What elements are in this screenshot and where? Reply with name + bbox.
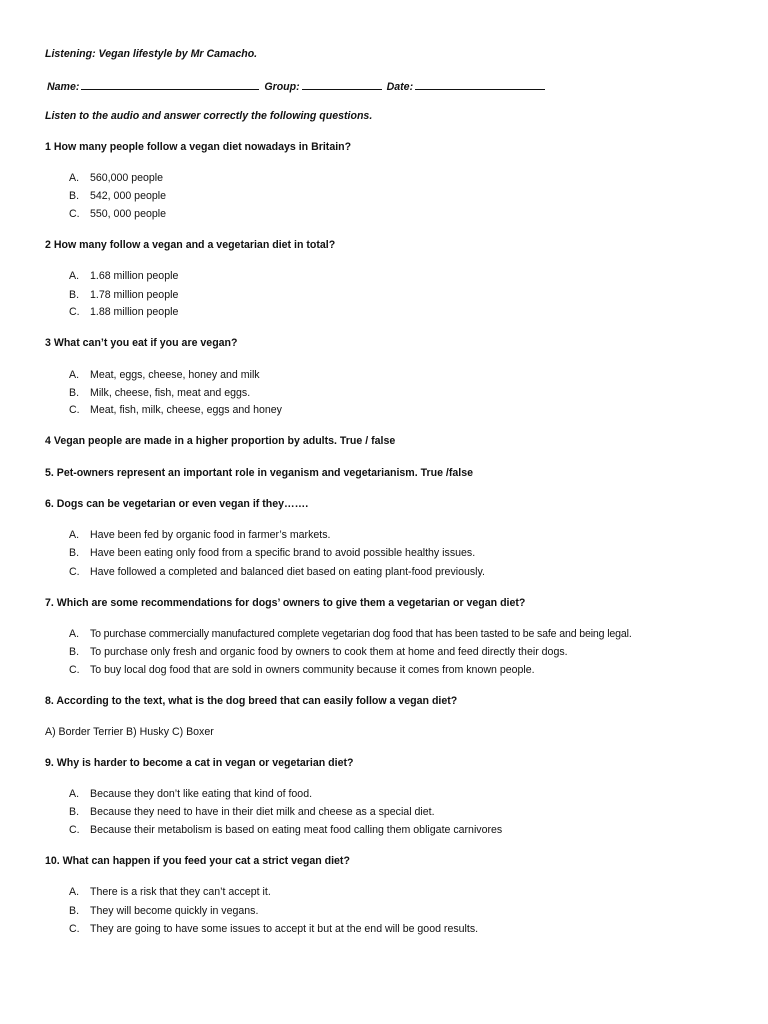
option-letter: C.: [69, 208, 80, 220]
option-letter: A.: [69, 529, 80, 541]
option-letter: B.: [69, 547, 80, 559]
option-letter: A.: [69, 628, 80, 640]
option-letter: B.: [69, 806, 80, 818]
option-letter: B.: [69, 905, 80, 917]
question-4: 4 Vegan people are made in a higher proportion by adults. True / false: [45, 435, 396, 447]
option-text: To buy local dog food that are sold in owners community because it comes from known people.: [90, 664, 535, 676]
option-text: Meat, fish, milk, cheese, eggs and honey: [90, 404, 282, 416]
question-1: 1 How many people follow a vegan diet nowadays in Britain?: [45, 141, 352, 153]
option-text: To purchase only fresh and organic food by owners to cook them at home and feed directly their dogs.: [90, 646, 568, 658]
option-letter: C.: [69, 824, 80, 836]
option-letter: B.: [69, 646, 80, 658]
student-info-line: [47, 79, 547, 93]
option-text: There is a risk that they can’t accept it.: [90, 886, 271, 898]
option-letter: C.: [69, 566, 80, 578]
question-2: 2 How many follow a vegan and a vegetarian diet in total?: [45, 239, 336, 251]
option-text: Have been eating only food from a specific brand to avoid possible healthy issues.: [90, 547, 476, 559]
option-text: Because they need to have in their diet milk and cheese as a special diet.: [90, 806, 435, 818]
option-letter: C.: [69, 664, 80, 676]
option-letter: C.: [69, 306, 80, 318]
option-text: 1.68 million people: [90, 270, 179, 282]
option-letter: C.: [69, 923, 80, 935]
option-letter: A.: [69, 270, 80, 282]
option-letter: A.: [69, 886, 80, 898]
inline-options-8: A) Border Terrier B) Husky C) Boxer: [45, 726, 214, 738]
option-text: Because they don’t like eating that kind of food.: [90, 788, 313, 800]
option-text: 550, 000 people: [90, 208, 166, 220]
instructions: Listen to the audio and answer correctly the following questions.: [45, 110, 373, 122]
option-letter: A.: [69, 369, 80, 381]
option-letter: A.: [69, 788, 80, 800]
option-text: Have been fed by organic food in farmer’s markets.: [90, 529, 331, 541]
question-10: 10. What can happen if you feed your cat a strict vegan diet?: [45, 855, 350, 867]
worksheet-title: Listening: Vegan lifestyle by Mr Camacho.: [45, 48, 258, 60]
option-letter: B.: [69, 190, 80, 202]
option-letter: B.: [69, 289, 80, 301]
question-7: 7. Which are some recommendations for dogs’ owners to give them a vegetarian or vegan diet?: [45, 597, 526, 609]
group-label: Group:: [264, 81, 300, 93]
option-letter: B.: [69, 387, 80, 399]
option-letter: A.: [69, 172, 80, 184]
question-9: 9. Why is harder to become a cat in vegan or vegetarian diet?: [45, 757, 354, 769]
name-label: Name:: [47, 81, 80, 93]
option-letter: C.: [69, 404, 80, 416]
name-blank[interactable]: [81, 79, 259, 90]
option-text: To purchase commercially manufactured complete vegetarian dog food that has been tasted to be safe and being legal.: [90, 628, 632, 640]
option-text: Meat, eggs, cheese, honey and milk: [90, 369, 260, 381]
question-3: 3 What can’t you eat if you are vegan?: [45, 337, 238, 349]
option-text: 542, 000 people: [90, 190, 166, 202]
option-text: 1.78 million people: [90, 289, 179, 301]
option-text: Milk, cheese, fish, meat and eggs.: [90, 387, 251, 399]
option-text: Have followed a completed and balanced diet based on eating plant-food previously.: [90, 566, 485, 578]
group-blank[interactable]: [302, 79, 382, 90]
date-blank[interactable]: [415, 79, 545, 90]
option-text: They will become quickly in vegans.: [90, 905, 259, 917]
question-6: 6. Dogs can be vegetarian or even vegan if they…….: [45, 498, 309, 510]
question-8: 8. According to the text, what is the dog breed that can easily follow a vegan diet?: [45, 695, 458, 707]
option-text: Because their metabolism is based on eating meat food calling them obligate carnivores: [90, 824, 503, 836]
date-label: Date:: [386, 81, 414, 93]
option-text: They are going to have some issues to accept it but at the end will be good results.: [90, 923, 479, 935]
option-text: 560,000 people: [90, 172, 164, 184]
question-5: 5. Pet-owners represent an important role in veganism and vegetarianism. True /false: [45, 467, 474, 479]
option-text: 1.88 million people: [90, 306, 179, 318]
